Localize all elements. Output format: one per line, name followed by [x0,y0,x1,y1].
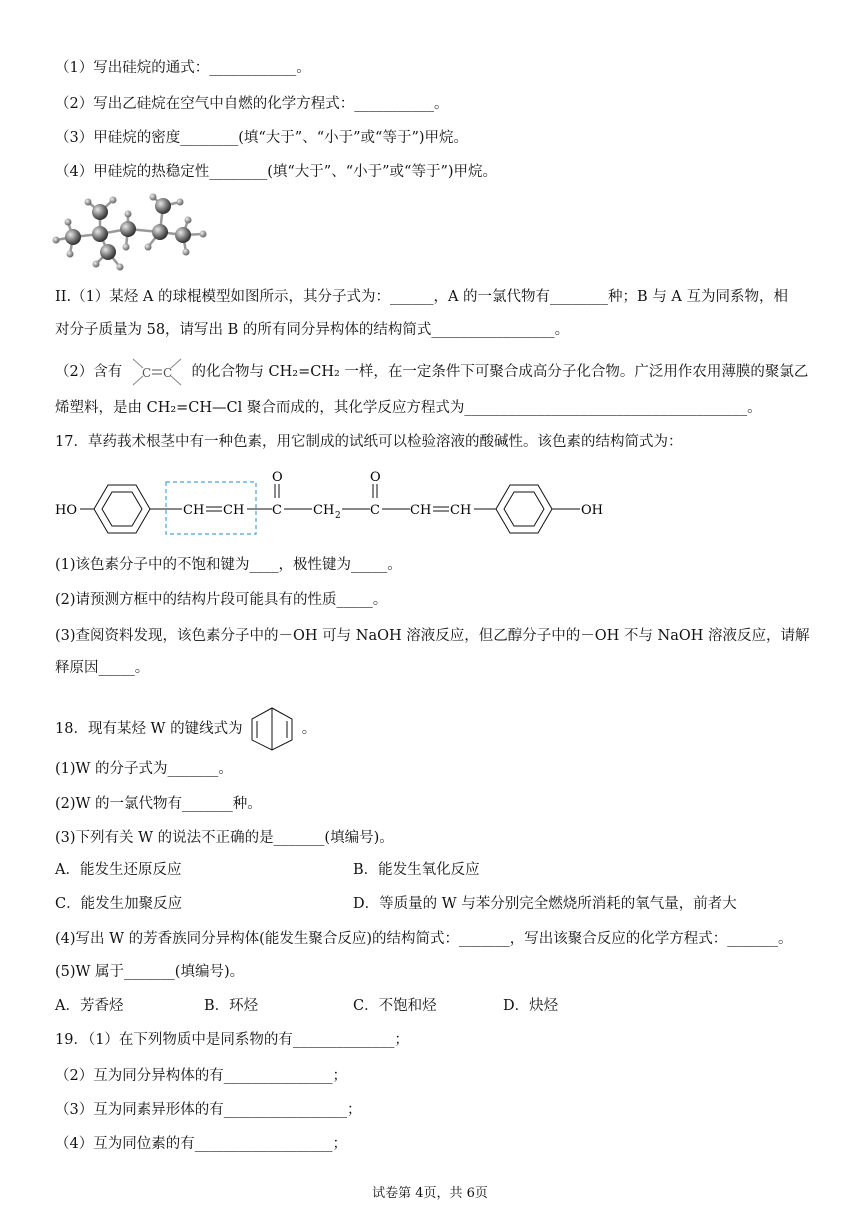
q18-4: (4)写出 W 的芳香族同分异构体(能发生聚合反应)的结构简式：_______，写出该聚合反应的化学方程式：_______。 [55,931,793,947]
q1-4: （4）甲硅烷的热稳定性________(填“大于”、“小于”或“等于”)甲烷。 [55,164,498,180]
vinyl-group-structure [129,357,185,387]
ball-stick-model-image [48,192,218,280]
vinyl-c1: C [141,366,152,380]
q19-3: （3）互为同素异形体的有_________________； [55,1102,362,1118]
q17-stem: 17．草药莪术根茎中有一种色素，用它制成的试纸可以检验溶液的酸碱性。该色素的结构简式为： [55,434,683,450]
q17-2: (2)请预测方框中的结构片段可能具有的性质_____。 [55,592,388,608]
ch-2: CH [223,503,245,518]
o-2: O [370,470,381,485]
q19-4: （4）互为同位素的有___________________； [55,1136,347,1152]
q18-3-option-d: D．等质量的 W 与苯分别完全燃烧所消耗的氧气量，前者大 [353,896,737,912]
q18-3: (3)下列有关 W 的说法不正确的是_______(填编号)。 [55,830,394,846]
ch-1: CH [183,503,205,518]
ho-label: HO [55,503,77,518]
ch-4: CH [450,503,472,518]
ch-3: CH [410,503,432,518]
q18-5-option-b: B．环烃 [204,998,259,1014]
q1-3: （3）甲硅烷的密度________(填“大于”、“小于”或“等于”)甲烷。 [55,130,469,146]
q17-3b: 释原因_____。 [55,660,150,676]
q18-1: (1)W 的分子式为_______。 [55,761,233,777]
oh-label: OH [581,503,603,518]
q18-stem-pre: 18．现有某烃 W 的键线式为 [55,721,243,737]
c-2: C [370,503,380,518]
q18-3-option-c: C．能发生加聚反应 [55,896,183,912]
q17-1: (1)该色素分子中的不饱和键为____，极性键为_____。 [55,557,402,573]
q17-3a: (3)查阅资料发现，该色素分子中的－OH 可与 NaOH 溶液反应，但乙醇分子中的－OH 不与 NaOH 溶液反应，请解 [55,628,810,644]
ch-mid-sub: 2 [335,511,341,521]
q2-2a-post: 的化合物与 CH₂=CH₂ 一样，在一定条件下可聚合成高分子化合物。广泛用作农用薄膜的聚氯乙 [191,364,809,380]
q1-1: （1）写出硅烷的通式：____________。 [55,60,311,76]
q1-2: （2）写出乙硅烷在空气中自燃的化学方程式：___________。 [55,96,449,112]
pigment-structure-diagram [50,468,610,548]
q18-stem-post: 。 [301,721,317,737]
q18-5: (5)W 属于_______(填编号)。 [55,964,245,980]
page-footer: 试卷第 4页，共 6页 [372,1186,488,1201]
bicyclic-bond-line-structure [248,706,296,752]
q18-stem [55,706,316,752]
q2-2b: 烯塑料，是由 CH₂=CH—Cl 聚合而成的，其化学反应方程式为_______________________________________。 [55,400,762,416]
q2-1a: II.（1）某烃 A 的球棍模型如图所示，其分子式为：______，A 的一氯代物有________种；B 与 A 互为同系物，相 [55,289,789,305]
q18-5-option-c: C．不饱和烃 [353,998,437,1014]
q18-5-option-d: D．炔烃 [503,998,559,1014]
q18-3-option-a: A．能发生还原反应 [55,862,182,878]
q18-2: (2)W 的一氯代物有_______种。 [55,796,262,812]
q19-1: 19．（1）在下列物质中是同系物的有______________； [55,1032,409,1048]
q18-5-option-a: A．芳香烃 [55,998,124,1014]
q18-3-option-b: B．能发生氧化反应 [353,862,480,878]
o-1: O [272,470,283,485]
q19-2: （2）互为同分异构体的有_______________； [55,1068,347,1084]
q2-2a [55,357,808,387]
vinyl-c2: C [162,366,173,380]
ch-mid: CH [313,503,335,518]
q2-1b: 对分子质量为 58，请写出 B 的所有同分异构体的结构简式_________________。 [55,322,570,338]
q2-2a-pre: （2）含有 [55,364,123,380]
c-1: C [272,503,282,518]
